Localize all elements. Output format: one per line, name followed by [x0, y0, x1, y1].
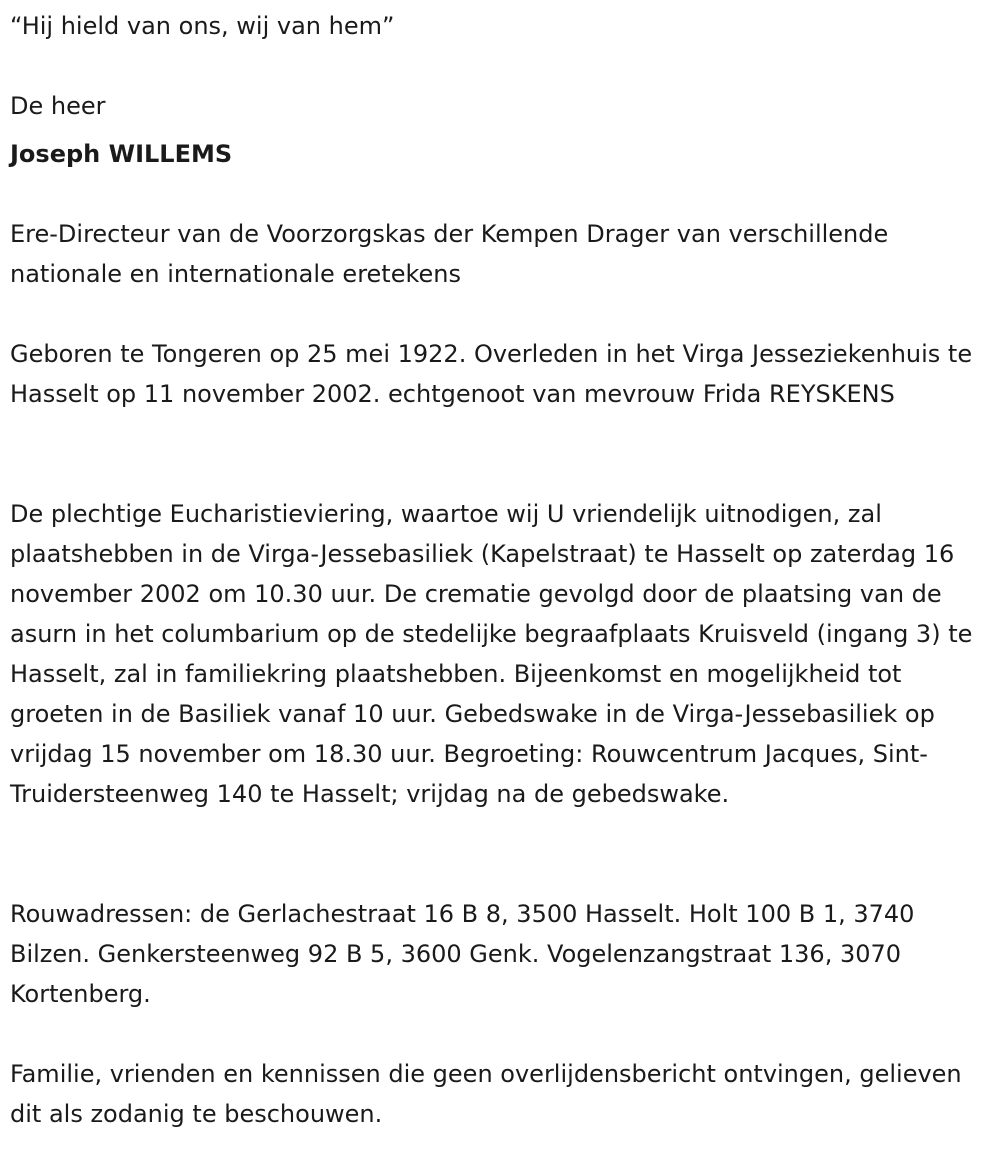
salutation: De heer — [10, 92, 106, 120]
addresses-paragraph: Rouwadressen: de Gerlachestraat 16 B 8, 3500 Hasselt. Holt 100 B 1, 3740 Bilzen. Genkersteenweg 92 B 5, 3600 Genk. Vogelenzangstraat 136, 3070 Kortenberg. — [10, 900, 915, 1008]
birth-death-paragraph: Geboren te Tongeren op 25 mei 1922. Overleden in het Virga Jesseziekenhuis te Hasselt op 11 november 2002. echtgenoot van mevrouw Frida REYSKENS — [10, 340, 973, 408]
opening-quote: “Hij hield van ons, wij van hem” — [10, 12, 395, 40]
ceremony-paragraph: De plechtige Eucharistieviering, waartoe wij U vriendelijk uitnodigen, zal plaatshebben in de Virga-Jessebasiliek (Kapelstraat) te Hasselt op zaterdag 16 november 2002 om 10.30 uur. De crematie gevolgd door de plaatsing van de asurn in het columbarium op de stedelijke begraafplaats Kruisveld (ingang 3) te Hasselt, zal in familiekring plaatshebben. Bijeenkomst en mogelijkheid tot groeten in de Basiliek vanaf 10 uur. Gebedswake in de Virga-Jessebasiliek op vrijdag 15 november om 18.30 uur. Begroeting: Rouwcentrum Jacques, Sint-Truidersteenweg 140 te Hasselt; vrijdag na de gebedswake. — [10, 500, 973, 808]
function-paragraph: Ere-Directeur van de Voorzorgskas der Kempen Drager van verschillende nationale en internationale eretekens — [10, 220, 889, 288]
deceased-name: Joseph WILLEMS — [10, 140, 233, 168]
closing-paragraph: Familie, vrienden en kennissen die geen overlijdensbericht ontvingen, gelieven dit als zodanig te beschouwen. — [10, 1060, 962, 1128]
